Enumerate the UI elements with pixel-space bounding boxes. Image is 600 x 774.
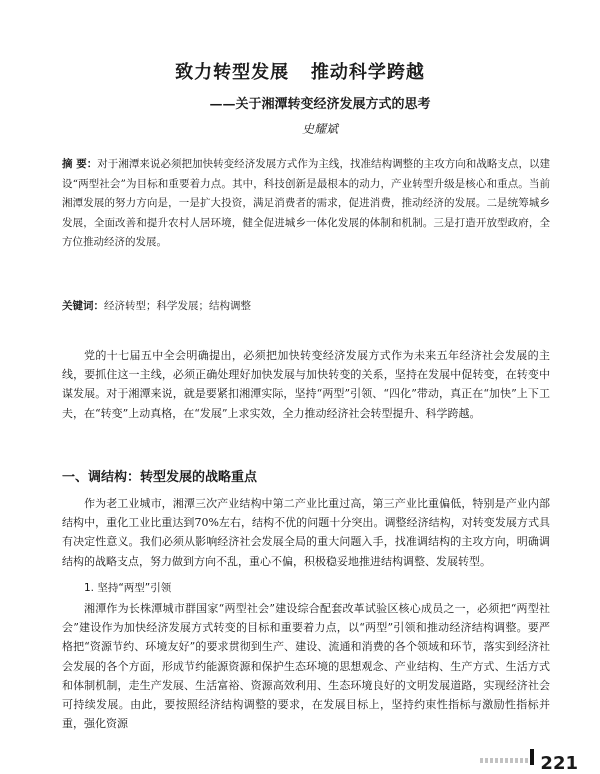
- intro-paragraph: 党的十七届五中全会明确提出，必须把加快转变经济发展方式作为未来五年经济社会发展的主线，要抓住这一主线，必须正确处理好加快发展与加快转变的关系，坚持在发展中促转变，在转变中谋发展。对于湘潭来说，就是要紧扣湘潭实际，坚持“两型”引领、“四化”带动，真正在“加快”上下工夫，在“转变”上动真格，在“发展”上求实效，全力推动经济社会转型提升、科学跨越。: [62, 349, 550, 420]
- section-1-heading: 一、调结构：转型发展的战略重点: [62, 470, 258, 485]
- footer-running-head-fragment: [480, 758, 528, 763]
- page-number: 221: [540, 753, 578, 774]
- keywords-label: 关键词：: [62, 300, 104, 312]
- article-subtitle: ——关于湘潭转变经济发展方式的思考: [209, 97, 431, 112]
- section-1-body: [62, 494, 550, 571]
- subsection-1-body: [62, 599, 550, 733]
- subsection-1-heading: 1. 坚持“两型”引领: [84, 582, 172, 594]
- footer-rule: [530, 749, 534, 765]
- keywords-text: 经济转型；科学发展；结构调整: [104, 300, 251, 312]
- abstract-label: 摘 要：: [62, 158, 98, 170]
- abstract-block: [62, 155, 550, 253]
- section-1-paragraph: 作为老工业城市，湘潭三次产业结构中第二产业比重过高，第三产业比重偏低，特别是产业内部结构中，重化工业比重达到70%左右，结构不优的问题十分突出。调整经济结构，对转变发展方式具有决定性意义。我们必须从影响经济社会发展全局的重大问题入手，找准调结构的主攻方向，明确调结构的战略支点，努力做到方向不乱，重心不偏，积极稳妥地推进结构调整、发展转型。: [62, 497, 550, 568]
- keywords-block: [62, 297, 550, 315]
- intro-section: [62, 346, 550, 423]
- article-title: 致力转型发展 推动科学跨越: [175, 62, 425, 83]
- page-footer: [530, 747, 578, 774]
- subsection-1-paragraph: 湘潭作为长株潭城市群国家“两型社会”建设综合配套改革试验区核心成员之一，必须把“两型社会”建设作为加快经济发展方式转变的目标和重要着力点，以“两型”引领和推动经济结构调整。要严格把“资源节约、环境友好”的要求贯彻到生产、建设、流通和消费的各个领域和环节，落实到经济社会发展的各个方面，形成节约能源资源和保护生态环境的思想观念、产业结构、生产方式、生活方式和体制机制，走生产发展、生活富裕、资源高效利用、生态环境良好的文明发展道路，实现经济社会可持续发展。由此，要按照经济结构调整的要求，在发展目标上，坚持约束性指标与激励性指标并重，强化资源: [62, 602, 550, 731]
- abstract-text: 对于湘潭来说必须把加快转变经济发展方式作为主线，找准结构调整的主攻方向和战略支点，以建设“两型社会”为目标和重要着力点。其中，科技创新是最根本的动力，产业转型升级是核心和重点。当前湘潭发展的努力方向是，一是扩大投资，满足消费者的需求，促进消费，推动经济的发展。二是统筹城乡发展，全面改善和提升农村人居环境，健全促进城乡一体化发展的体制和机制。三是打造开放型政府，全方位推动经济的发展。: [62, 158, 551, 248]
- article-author: 史耀斌: [301, 122, 338, 136]
